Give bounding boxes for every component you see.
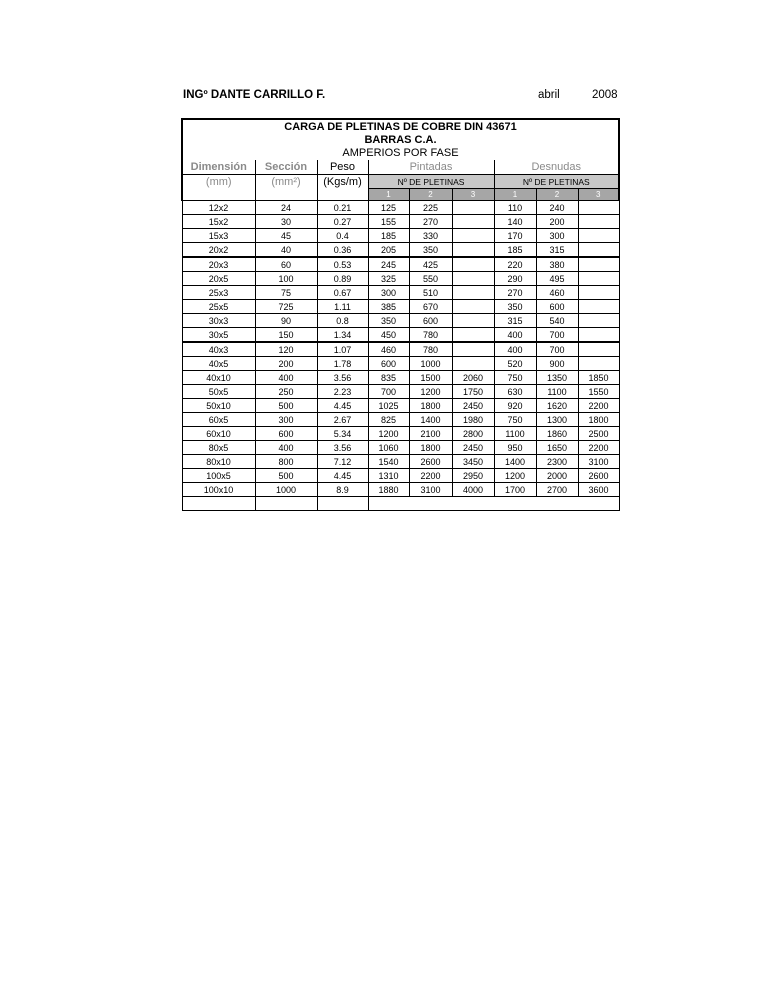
cell-seccion: 40 — [255, 243, 317, 258]
empty-cell — [317, 497, 368, 511]
table-row — [182, 215, 619, 229]
table-row — [182, 314, 619, 328]
cell-seccion: 400 — [255, 441, 317, 455]
table-row — [182, 328, 619, 343]
cell-desnudas-3: 1850 — [578, 371, 619, 385]
cell-seccion: 30 — [255, 215, 317, 229]
cell-pintadas-2: 3100 — [409, 483, 452, 497]
cell-pintadas-2: 350 — [409, 243, 452, 258]
table-row — [182, 357, 619, 371]
cell-seccion: 60 — [255, 257, 317, 272]
cell-desnudas-2: 495 — [536, 272, 578, 286]
cell-desnudas-1: 400 — [494, 342, 536, 357]
cell-pintadas-3 — [452, 328, 494, 343]
cell-pintadas-2: 1500 — [409, 371, 452, 385]
cell-desnudas-1: 110 — [494, 201, 536, 215]
cell-desnudas-3: 2200 — [578, 441, 619, 455]
month-label: abril — [538, 89, 560, 101]
cell-desnudas-2: 1860 — [536, 427, 578, 441]
cell-peso: 4.45 — [317, 399, 368, 413]
cell-desnudas-1: 140 — [494, 215, 536, 229]
cell-desnudas-3: 3600 — [578, 483, 619, 497]
pintadas-n1: 1 — [368, 189, 409, 201]
header-dimension: Dimensión — [182, 160, 255, 175]
cell-seccion: 24 — [255, 201, 317, 215]
table-row — [182, 413, 619, 427]
cell-peso: 0.89 — [317, 272, 368, 286]
cell-desnudas-3: 2200 — [578, 399, 619, 413]
cell-pintadas-3: 1750 — [452, 385, 494, 399]
cell-desnudas-1: 750 — [494, 371, 536, 385]
table-caption: AMPERIOS POR FASE — [342, 147, 459, 159]
cell-desnudas-1: 185 — [494, 243, 536, 258]
cell-pintadas-1: 350 — [368, 314, 409, 328]
cell-desnudas-3 — [578, 257, 619, 272]
cell-desnudas-1: 400 — [494, 328, 536, 343]
cell-desnudas-2: 1300 — [536, 413, 578, 427]
cell-pintadas-1: 300 — [368, 286, 409, 300]
cell-dimension: 50x10 — [182, 399, 255, 413]
cell-dimension: 30x5 — [182, 328, 255, 343]
cell-desnudas-1: 270 — [494, 286, 536, 300]
cell-pintadas-2: 330 — [409, 229, 452, 243]
cell-dimension: 40x5 — [182, 357, 255, 371]
cell-peso: 1.34 — [317, 328, 368, 343]
cell-peso: 5.34 — [317, 427, 368, 441]
cell-peso: 1.07 — [317, 342, 368, 357]
cell-seccion: 500 — [255, 469, 317, 483]
cell-desnudas-2: 240 — [536, 201, 578, 215]
cell-peso: 7.12 — [317, 455, 368, 469]
cell-desnudas-2: 460 — [536, 286, 578, 300]
cell-desnudas-1: 1100 — [494, 427, 536, 441]
empty-cell — [368, 497, 619, 511]
ampacity-table — [181, 160, 620, 511]
header-desnudas: Desnudas — [494, 160, 619, 175]
cell-pintadas-3 — [452, 314, 494, 328]
cell-pintadas-2: 1400 — [409, 413, 452, 427]
cell-seccion: 300 — [255, 413, 317, 427]
cell-desnudas-2: 1100 — [536, 385, 578, 399]
desnudas-n1: 1 — [494, 189, 536, 201]
cell-desnudas-1: 1400 — [494, 455, 536, 469]
cell-desnudas-2: 315 — [536, 243, 578, 258]
empty-cell — [182, 497, 255, 511]
cell-dimension: 40x10 — [182, 371, 255, 385]
cell-desnudas-2: 700 — [536, 328, 578, 343]
cell-pintadas-3: 2450 — [452, 441, 494, 455]
cell-pintadas-1: 835 — [368, 371, 409, 385]
cell-pintadas-1: 825 — [368, 413, 409, 427]
table-subtitle: BARRAS C.A. — [364, 134, 437, 146]
cell-pintadas-3 — [452, 357, 494, 371]
table-row — [182, 201, 619, 215]
cell-pintadas-3 — [452, 342, 494, 357]
header-peso-unit: (Kgs/m) — [317, 175, 368, 201]
cell-seccion: 600 — [255, 427, 317, 441]
cell-pintadas-3: 2950 — [452, 469, 494, 483]
cell-desnudas-2: 2700 — [536, 483, 578, 497]
pintadas-n3: 3 — [452, 189, 494, 201]
cell-pintadas-2: 600 — [409, 314, 452, 328]
table-row — [182, 257, 619, 272]
cell-desnudas-1: 290 — [494, 272, 536, 286]
cell-seccion: 800 — [255, 455, 317, 469]
cell-dimension: 15x2 — [182, 215, 255, 229]
cell-pintadas-2: 780 — [409, 328, 452, 343]
empty-table-row — [182, 497, 619, 511]
cell-desnudas-2: 2300 — [536, 455, 578, 469]
cell-dimension: 20x5 — [182, 272, 255, 286]
table-title-block — [181, 118, 620, 160]
cell-dimension: 60x5 — [182, 413, 255, 427]
cell-pintadas-2: 1200 — [409, 385, 452, 399]
cell-desnudas-3 — [578, 229, 619, 243]
cell-peso: 4.45 — [317, 469, 368, 483]
cell-desnudas-3: 1800 — [578, 413, 619, 427]
table-title: CARGA DE PLETINAS DE COBRE DIN 43671 — [284, 121, 517, 133]
cell-desnudas-3: 2500 — [578, 427, 619, 441]
cell-seccion: 100 — [255, 272, 317, 286]
cell-pintadas-1: 1200 — [368, 427, 409, 441]
cell-pintadas-3: 2060 — [452, 371, 494, 385]
cell-desnudas-2: 300 — [536, 229, 578, 243]
cell-seccion: 400 — [255, 371, 317, 385]
cell-pintadas-2: 2100 — [409, 427, 452, 441]
cell-desnudas-1: 220 — [494, 257, 536, 272]
cell-pintadas-1: 125 — [368, 201, 409, 215]
cell-dimension: 100x5 — [182, 469, 255, 483]
cell-seccion: 75 — [255, 286, 317, 300]
cell-peso: 2.67 — [317, 413, 368, 427]
cell-desnudas-3: 1550 — [578, 385, 619, 399]
cell-pintadas-3: 2800 — [452, 427, 494, 441]
desnudas-n2: 2 — [536, 189, 578, 201]
cell-desnudas-1: 1200 — [494, 469, 536, 483]
cell-desnudas-3: 3100 — [578, 455, 619, 469]
cell-pintadas-1: 385 — [368, 300, 409, 314]
cell-dimension: 20x2 — [182, 243, 255, 258]
table-row — [182, 427, 619, 441]
cell-peso: 0.53 — [317, 257, 368, 272]
cell-desnudas-2: 600 — [536, 300, 578, 314]
cell-desnudas-1: 630 — [494, 385, 536, 399]
cell-pintadas-3: 1980 — [452, 413, 494, 427]
table-row — [182, 272, 619, 286]
cell-seccion: 90 — [255, 314, 317, 328]
pintadas-n-pletinas: Nº DE PLETINAS — [368, 175, 494, 189]
cell-desnudas-3 — [578, 357, 619, 371]
cell-pintadas-2: 510 — [409, 286, 452, 300]
cell-pintadas-1: 460 — [368, 342, 409, 357]
cell-desnudas-3 — [578, 328, 619, 343]
cell-pintadas-3: 2450 — [452, 399, 494, 413]
cell-desnudas-3: 2600 — [578, 469, 619, 483]
cell-peso: 0.27 — [317, 215, 368, 229]
cell-pintadas-2: 670 — [409, 300, 452, 314]
table-row — [182, 483, 619, 497]
cell-desnudas-3 — [578, 272, 619, 286]
cell-pintadas-3 — [452, 257, 494, 272]
cell-pintadas-3: 4000 — [452, 483, 494, 497]
cell-desnudas-1: 750 — [494, 413, 536, 427]
table-row — [182, 385, 619, 399]
cell-pintadas-1: 1060 — [368, 441, 409, 455]
cell-pintadas-2: 1800 — [409, 441, 452, 455]
cell-pintadas-1: 1310 — [368, 469, 409, 483]
cell-seccion: 45 — [255, 229, 317, 243]
cell-peso: 8.9 — [317, 483, 368, 497]
cell-dimension: 50x5 — [182, 385, 255, 399]
cell-pintadas-2: 2600 — [409, 455, 452, 469]
cell-pintadas-2: 270 — [409, 215, 452, 229]
header-pintadas: Pintadas — [368, 160, 494, 175]
cell-peso: 0.21 — [317, 201, 368, 215]
empty-cell — [255, 497, 317, 511]
desnudas-n-pletinas: Nº DE PLETINAS — [494, 175, 619, 189]
cell-desnudas-2: 700 — [536, 342, 578, 357]
cell-peso: 0.8 — [317, 314, 368, 328]
cell-desnudas-2: 1650 — [536, 441, 578, 455]
cell-dimension: 80x5 — [182, 441, 255, 455]
cell-desnudas-3 — [578, 201, 619, 215]
table-row — [182, 342, 619, 357]
cell-desnudas-1: 1700 — [494, 483, 536, 497]
cell-peso: 0.36 — [317, 243, 368, 258]
cell-pintadas-1: 450 — [368, 328, 409, 343]
table-row — [182, 286, 619, 300]
cell-desnudas-3 — [578, 215, 619, 229]
cell-desnudas-3 — [578, 286, 619, 300]
table-row — [182, 469, 619, 483]
cell-pintadas-3 — [452, 243, 494, 258]
cell-seccion: 725 — [255, 300, 317, 314]
cell-dimension: 60x10 — [182, 427, 255, 441]
cell-pintadas-2: 425 — [409, 257, 452, 272]
cell-pintadas-1: 245 — [368, 257, 409, 272]
cell-dimension: 25x3 — [182, 286, 255, 300]
table-row — [182, 300, 619, 314]
header-peso: Peso — [317, 160, 368, 175]
cell-pintadas-2: 550 — [409, 272, 452, 286]
cell-desnudas-2: 2000 — [536, 469, 578, 483]
pintadas-n2: 2 — [409, 189, 452, 201]
cell-pintadas-3 — [452, 286, 494, 300]
header-seccion-unit: (mm²) — [255, 175, 317, 201]
cell-pintadas-3 — [452, 229, 494, 243]
cell-dimension: 20x3 — [182, 257, 255, 272]
cell-pintadas-1: 1540 — [368, 455, 409, 469]
cell-dimension: 30x3 — [182, 314, 255, 328]
cell-desnudas-1: 520 — [494, 357, 536, 371]
cell-peso: 2.23 — [317, 385, 368, 399]
cell-seccion: 500 — [255, 399, 317, 413]
cell-pintadas-1: 1025 — [368, 399, 409, 413]
cell-pintadas-3: 3450 — [452, 455, 494, 469]
cell-desnudas-1: 315 — [494, 314, 536, 328]
cell-pintadas-3 — [452, 201, 494, 215]
cell-pintadas-1: 155 — [368, 215, 409, 229]
table-row — [182, 371, 619, 385]
cell-desnudas-3 — [578, 342, 619, 357]
cell-pintadas-2: 1000 — [409, 357, 452, 371]
cell-desnudas-2: 380 — [536, 257, 578, 272]
cell-desnudas-2: 1620 — [536, 399, 578, 413]
desnudas-n3: 3 — [578, 189, 619, 201]
cell-desnudas-3 — [578, 243, 619, 258]
cell-pintadas-1: 600 — [368, 357, 409, 371]
cell-pintadas-3 — [452, 272, 494, 286]
cell-dimension: 15x3 — [182, 229, 255, 243]
table-row — [182, 399, 619, 413]
cell-peso: 0.67 — [317, 286, 368, 300]
cell-desnudas-1: 350 — [494, 300, 536, 314]
cell-pintadas-1: 1880 — [368, 483, 409, 497]
cell-desnudas-2: 1350 — [536, 371, 578, 385]
cell-seccion: 200 — [255, 357, 317, 371]
cell-dimension: 12x2 — [182, 201, 255, 215]
cell-peso: 0.4 — [317, 229, 368, 243]
cell-desnudas-2: 200 — [536, 215, 578, 229]
cell-desnudas-2: 900 — [536, 357, 578, 371]
cell-dimension: 25x5 — [182, 300, 255, 314]
cell-peso: 1.11 — [317, 300, 368, 314]
cell-dimension: 100x10 — [182, 483, 255, 497]
cell-desnudas-3 — [578, 300, 619, 314]
cell-dimension: 40x3 — [182, 342, 255, 357]
cell-desnudas-1: 170 — [494, 229, 536, 243]
cell-pintadas-1: 700 — [368, 385, 409, 399]
cell-seccion: 1000 — [255, 483, 317, 497]
header-seccion: Sección — [255, 160, 317, 175]
cell-pintadas-2: 780 — [409, 342, 452, 357]
cell-pintadas-1: 325 — [368, 272, 409, 286]
cell-peso: 3.56 — [317, 371, 368, 385]
cell-pintadas-2: 225 — [409, 201, 452, 215]
cell-pintadas-1: 205 — [368, 243, 409, 258]
cell-desnudas-2: 540 — [536, 314, 578, 328]
cell-dimension: 80x10 — [182, 455, 255, 469]
cell-pintadas-3 — [452, 215, 494, 229]
cell-pintadas-2: 2200 — [409, 469, 452, 483]
cell-seccion: 150 — [255, 328, 317, 343]
year-label: 2008 — [592, 89, 618, 101]
author-name: INGº DANTE CARRILLO F. — [183, 89, 326, 101]
cell-pintadas-3 — [452, 300, 494, 314]
cell-seccion: 250 — [255, 385, 317, 399]
cell-pintadas-2: 1800 — [409, 399, 452, 413]
cell-peso: 3.56 — [317, 441, 368, 455]
cell-desnudas-3 — [578, 314, 619, 328]
cell-desnudas-1: 950 — [494, 441, 536, 455]
cell-peso: 1.78 — [317, 357, 368, 371]
table-row — [182, 441, 619, 455]
cell-desnudas-1: 920 — [494, 399, 536, 413]
table-row — [182, 455, 619, 469]
table-row — [182, 229, 619, 243]
cell-seccion: 120 — [255, 342, 317, 357]
cell-pintadas-1: 185 — [368, 229, 409, 243]
table-row — [182, 243, 619, 258]
header-dimension-unit: (mm) — [182, 175, 255, 201]
